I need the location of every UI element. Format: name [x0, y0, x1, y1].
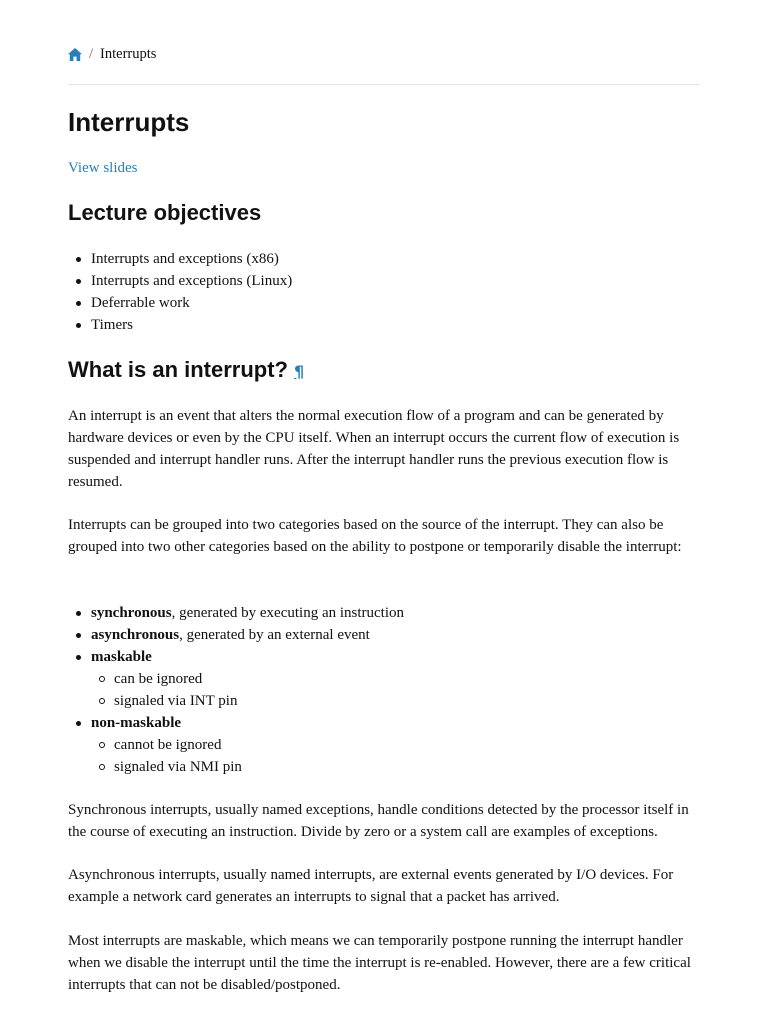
- term-non-maskable: non-maskable: [91, 715, 182, 731]
- home-icon[interactable]: [68, 48, 82, 61]
- term-description: , generated by executing an instruction: [171, 605, 405, 621]
- term-synchronous: synchronous: [91, 605, 172, 621]
- lecture-objectives-heading: Lecture objectives: [68, 200, 262, 225]
- list-item: Deferrable work: [68, 292, 292, 314]
- term-maskable: maskable: [91, 649, 152, 665]
- paragraph: An interrupt is an event that alters the normal execution flow of a program and can be generated by hardware devices or even by the CPU itself. When an interrupt occurs the current flow of execution is suspended and interrupt handler runs. After the interrupt handler runs the previous execution flow is resumed.: [68, 408, 680, 490]
- divider: [68, 84, 700, 85]
- breadcrumb: [68, 44, 156, 64]
- what-is-interrupt-heading: [68, 357, 304, 385]
- view-slides-link[interactable]: View slides: [68, 160, 138, 176]
- term-description: , generated by an external event: [179, 627, 370, 643]
- permalink-icon[interactable]: ¶: [294, 362, 305, 381]
- breadcrumb-current: Interrupts: [100, 45, 157, 62]
- breadcrumb-separator: /: [89, 45, 94, 62]
- list-item-maskable: [68, 646, 404, 668]
- list-item-non-maskable: [68, 712, 404, 734]
- list-item-asynchronous: [68, 624, 404, 646]
- sub-list-item: signaled via INT pin: [68, 690, 404, 712]
- paragraph: Asynchronous interrupts, usually named interrupts, are external events generated by I/O devices. For example a network card generates an interrupts to signal that a packet has arrived.: [68, 867, 674, 905]
- paragraph: Most interrupts are maskable, which means we can temporarily postpone running the interrupt handler when we disable the interrupt until the time the interrupt is re-enabled. However, there are a few critical interrupts that can not be disabled/postponed.: [68, 933, 691, 993]
- sub-list-item: cannot be ignored: [68, 734, 404, 756]
- term-asynchronous: asynchronous: [91, 627, 180, 643]
- section-heading-text: What is an interrupt?: [68, 357, 288, 382]
- list-item: Interrupts and exceptions (Linux): [68, 270, 292, 292]
- list-item-synchronous: [68, 602, 404, 624]
- list-item: Interrupts and exceptions (x86): [68, 248, 292, 270]
- sub-list-item: can be ignored: [68, 668, 404, 690]
- list-item: Timers: [68, 314, 292, 336]
- sub-list-item: signaled via NMI pin: [68, 756, 404, 778]
- interrupt-categories-list: [68, 602, 404, 778]
- paragraph: Synchronous interrupts, usually named exceptions, handle conditions detected by the processor itself in the course of executing an instruction. Divide by zero or a system call are examples of exceptions.: [68, 802, 689, 840]
- paragraph: Interrupts can be grouped into two categories based on the source of the interrupt. They can also be grouped into two other categories based on the ability to postpone or temporarily disable the interrupt:: [68, 517, 682, 555]
- page-title: Interrupts: [68, 107, 190, 137]
- objectives-list: [68, 248, 292, 336]
